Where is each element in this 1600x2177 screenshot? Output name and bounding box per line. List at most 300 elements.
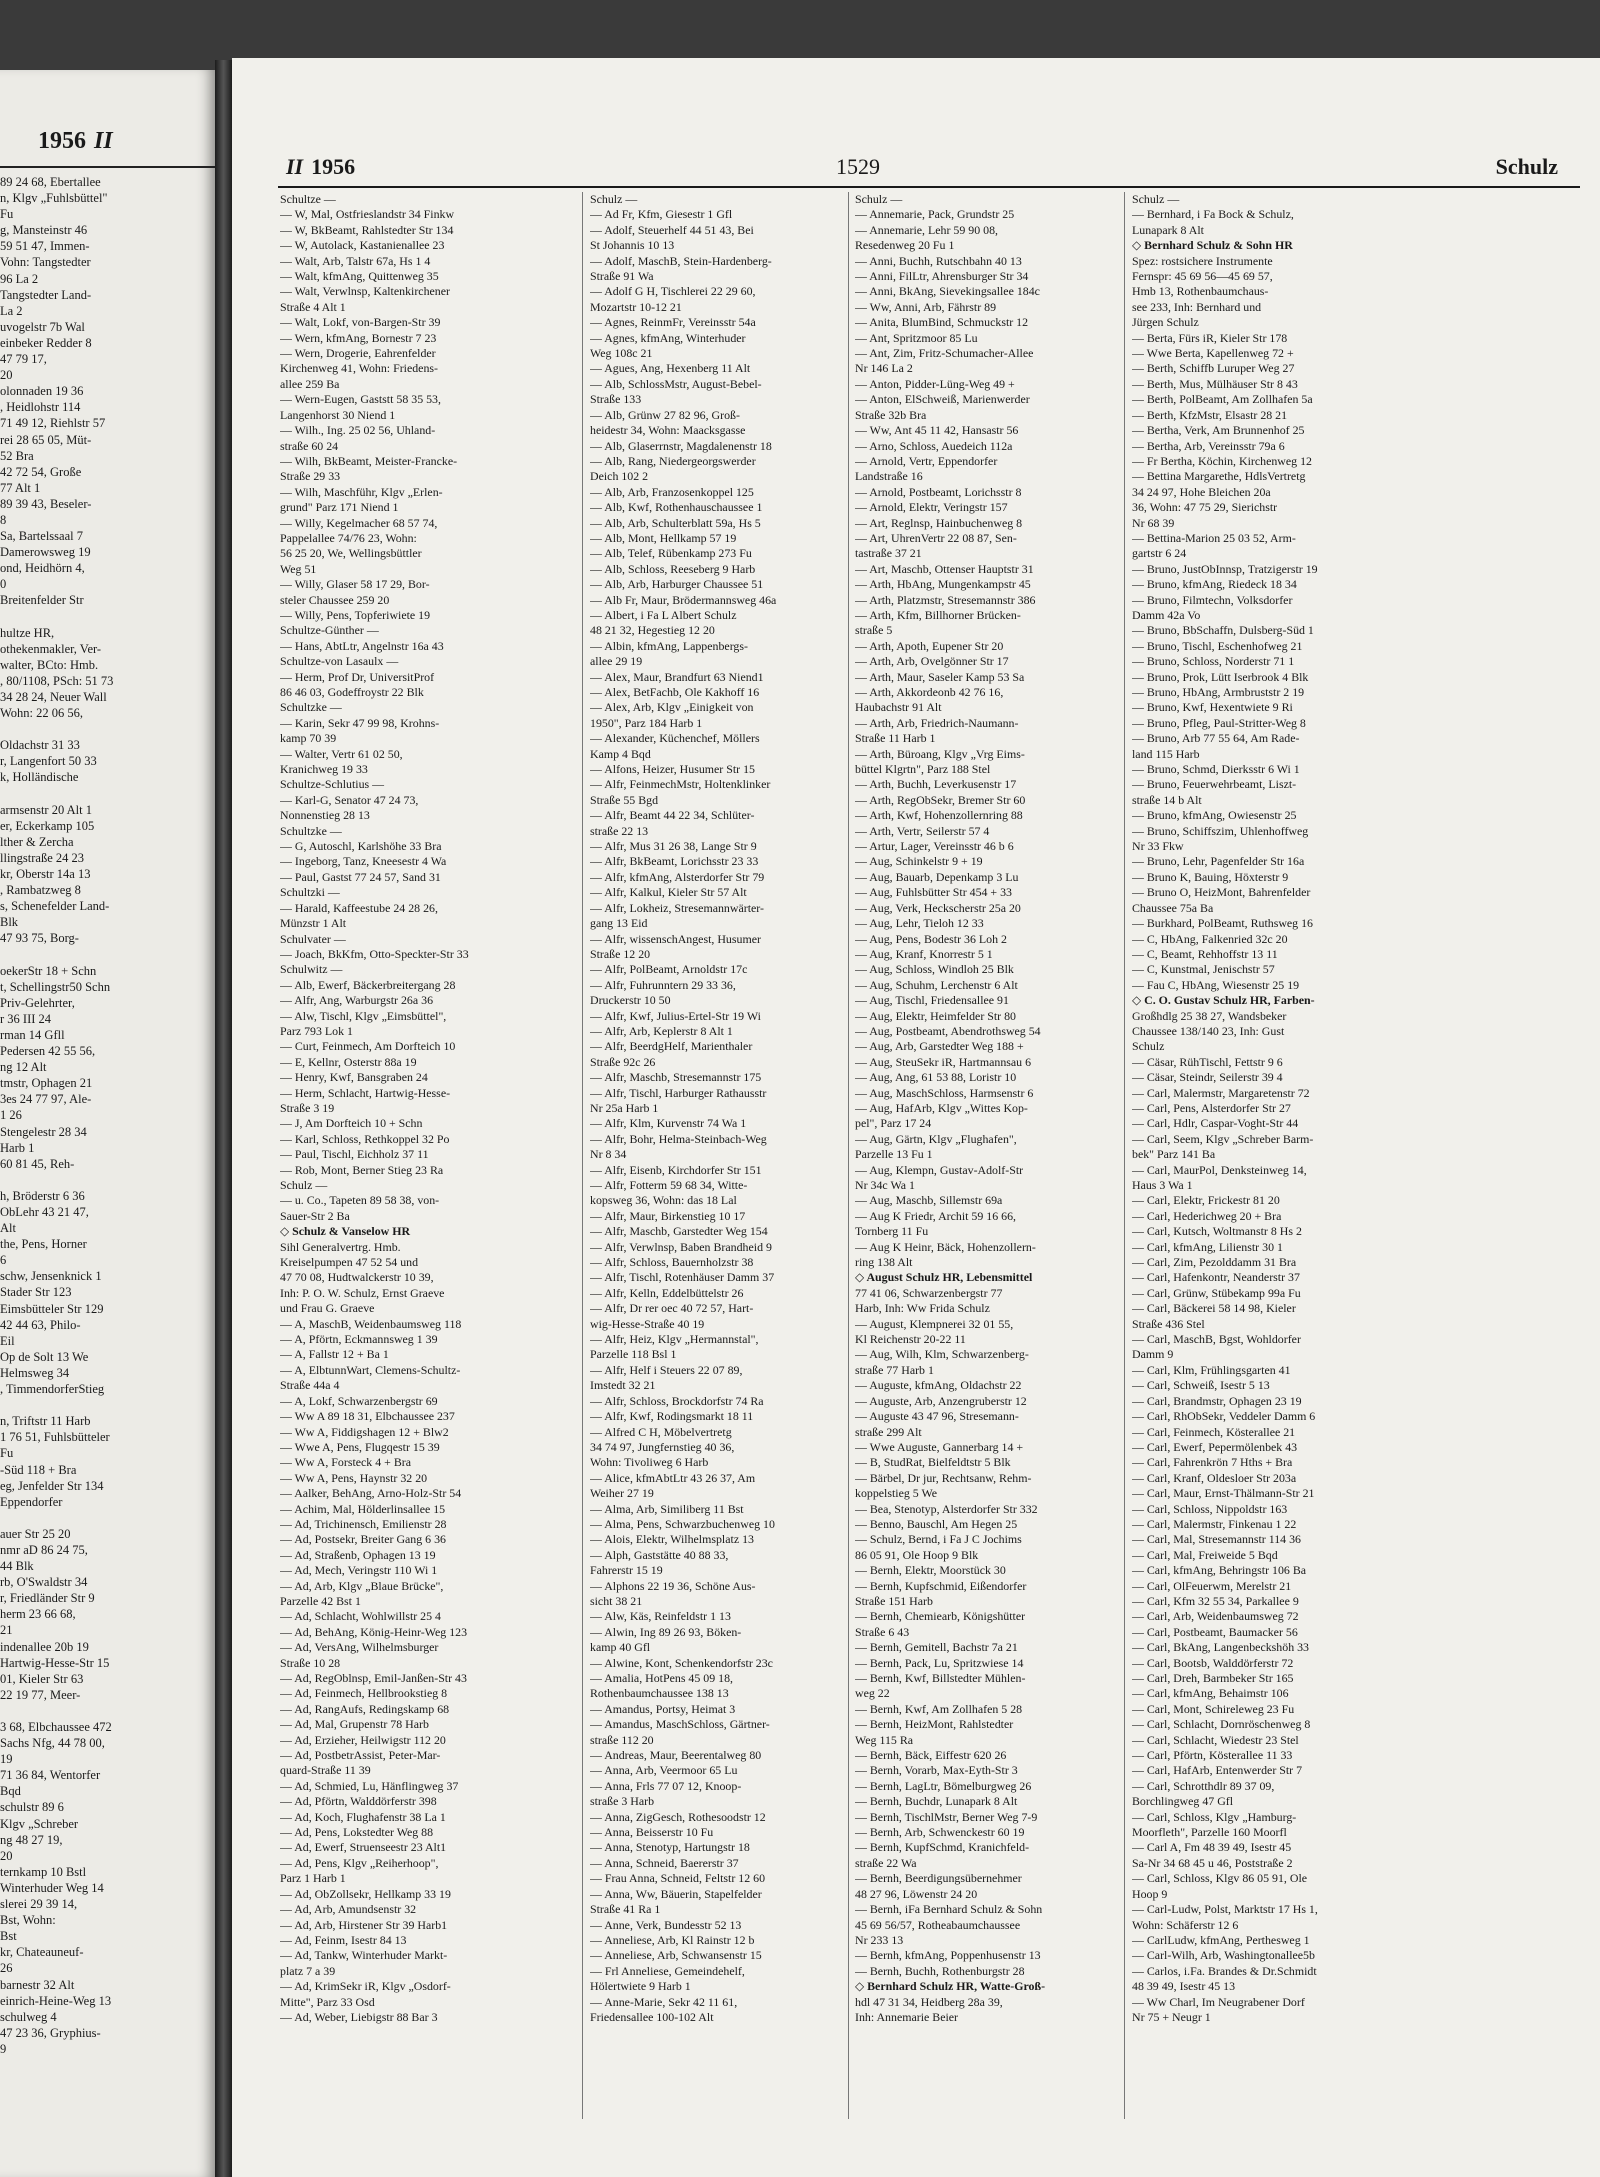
directory-entry: — Alois, Elektr, Wilhelmsplatz 13 [590, 1532, 754, 1547]
directory-entry: — Arnold, Postbeamt, Lorichsstr 8 [855, 484, 1022, 499]
directory-entry: — Arth, HbAng, Mungenkampstr 45 [855, 577, 1031, 592]
directory-line: 22 19 77, Meer- [0, 1687, 81, 1702]
directory-line: 26 [0, 1961, 13, 1976]
directory-entry: — Bernh, Buchh, Rothenburgstr 28 [855, 1963, 1025, 1978]
directory-entry: — Harald, Kaffeestube 24 28 26, [280, 900, 438, 915]
directory-entry: — Alfr, BkBeamt, Lorichsstr 23 33 [590, 854, 759, 869]
book-gutter [215, 60, 232, 2177]
directory-line: Fu [0, 207, 14, 222]
directory-entry: Nr 68 39 [1132, 515, 1175, 530]
directory-entry: — Alfr, Tischl, Harburger Rathausstr [590, 1085, 767, 1100]
directory-entry: — C, Kunstmal, Jenischstr 57 [1132, 962, 1275, 977]
directory-entry: — Carl, Dreh, Barmbeker Str 165 [1132, 1671, 1294, 1685]
directory-entry: — Carl, Mal, Freiweide 5 Bqd [1132, 1547, 1278, 1562]
directory-entry: — Schulz, Bernd, i Fa J C Jochims [855, 1532, 1022, 1547]
directory-entry: — Alfred C H, Möbelvertretg [590, 1424, 732, 1439]
directory-entry: — Anna, Stenotyp, Hartungstr 18 [590, 1840, 750, 1855]
directory-entry: — E, Kellnr, Osterstr 88a 19 [280, 1054, 417, 1069]
running-head: Schulz [1495, 154, 1558, 179]
directory-entry: — Bernh, iFa Bernhard Schulz & Sohn [855, 1902, 1043, 1917]
directory-entry: — Anita, BlumBind, Schmuckstr 12 [855, 315, 1029, 330]
header-year: 1956 [311, 154, 356, 179]
directory-entry: hdl 47 31 34, Heidberg 28a 39, [855, 1994, 1003, 2009]
directory-entry: — Carl, Schweiß, Isestr 5 13 [1132, 1378, 1270, 1393]
directory-entry: — Alw, Käs, Reinfeldstr 1 13 [590, 1609, 731, 1624]
directory-line: Priv-Gelehrter, [0, 995, 75, 1010]
directory-entry: — B, StudRat, Bielfeldtstr 5 Blk [855, 1455, 1011, 1470]
directory-entry: — Achim, Mal, Hölderlinsallee 15 [280, 1501, 446, 1516]
directory-line: Breitenfelder Str [0, 593, 84, 608]
directory-entry: — Anton, Pidder-Lüng-Weg 49 + [855, 376, 1015, 391]
directory-entry: Imstedt 32 21 [590, 1378, 656, 1393]
directory-entry: — Adolf, MaschB, Stein-Hardenberg- [590, 253, 772, 268]
directory-entry: 47 70 08, Hudtwalckerstr 10 39, [280, 1270, 434, 1285]
directory-entry: — C, HbAng, Falkenried 32c 20 [1132, 931, 1288, 946]
directory-entry: — Wwe Berta, Kapellenweg 72 + [1132, 346, 1294, 361]
directory-line: einbeker Redder 8 [0, 335, 92, 350]
directory-line: Eimsbütteler Str 129 [0, 1301, 104, 1316]
directory-entry: — Bernh, HeizMont, Rahlstedter [855, 1717, 1014, 1732]
directory-entry: Moorfleth", Parzelle 160 Moorfl [1132, 1825, 1287, 1840]
directory-line: h, Bröderstr 6 36 [0, 1188, 85, 1203]
left-page-header-rule [0, 166, 215, 168]
directory-line: er, Eckerkamp 105 [0, 818, 95, 833]
directory-entry: Straße 133 [590, 392, 642, 407]
directory-entry: — Anna, Ww, Bäuerin, Stapelfelder [590, 1886, 762, 1901]
directory-entry: — Anneliese, Arb, Kl Rainstr 12 b [590, 1932, 755, 1947]
directory-entry: — Bernh, Kwf, Am Zollhafen 5 28 [855, 1701, 1023, 1716]
directory-entry: — Alfr, Bohr, Helma-Steinbach-Weg [590, 1131, 767, 1146]
directory-line: lther & Zercha [0, 834, 74, 849]
directory-entry: — Alfr, Eisenb, Kirchdorfer Str 151 [590, 1162, 762, 1177]
directory-line: barnestr 32 Alt [0, 1977, 75, 1992]
directory-entry: Parz 1 Harb 1 [280, 1871, 346, 1886]
directory-column-3 [855, 192, 1145, 2025]
directory-entry: — Ad, RegOblnsp, Emil-Janßen-Str 43 [280, 1671, 467, 1685]
directory-entry: — Alfr, Maur, Birkenstieg 10 17 [590, 1208, 746, 1223]
directory-entry: — Agnes, kfmAng, Winterhuder [590, 330, 746, 345]
directory-entry: — Wilh., Ing. 25 02 56, Uhland- [280, 423, 436, 438]
directory-entry: — Anna, Frls 77 07 12, Knoop- [590, 1778, 742, 1793]
directory-entry: — Carl, Kranf, Oldesloer Str 203a [1132, 1470, 1297, 1485]
directory-entry: — Ad, Arb, Klgv „Blaue Brücke", [280, 1578, 444, 1593]
directory-entry: ring 138 Alt [855, 1255, 913, 1270]
directory-entry: Langenhorst 30 Niend 1 [280, 407, 396, 422]
directory-entry: Nr 146 La 2 [855, 361, 913, 376]
directory-entry: — Carl, Feinmech, Kösterallee 21 [1132, 1424, 1296, 1439]
directory-entry: Straße 151 Harb [855, 1593, 933, 1608]
directory-line: 8 [0, 512, 7, 527]
directory-entry: — Arth, Apoth, Eupener Str 20 [855, 638, 1004, 653]
directory-entry: — Alfr, Arb, Keplerstr 8 Alt 1 [590, 1023, 733, 1038]
directory-entry: — A, Fallstr 12 + Ba 1 [280, 1347, 389, 1362]
directory-entry: — Arth, RegObSekr, Bremer Str 60 [855, 792, 1026, 807]
directory-entry: — Ad, RangAufs, Redingskamp 68 [280, 1701, 450, 1716]
directory-entry: — Amandus, Portsy, Heimat 3 [590, 1701, 736, 1716]
directory-line: rb, O'Swaldstr 34 [0, 1575, 88, 1590]
directory-entry: ◇ August Schulz HR, Lebensmittel [855, 1270, 1033, 1285]
directory-entry: Nonnenstieg 28 13 [280, 808, 370, 823]
directory-entry: — Joach, BkKfm, Otto-Speckter-Str 33 [280, 946, 469, 961]
directory-entry: — Alw, Tischl, Klgv „Eimsbüttel", [280, 1008, 447, 1023]
directory-entry: Straße 55 Bgd [590, 792, 659, 807]
directory-entry: — Bruno, Feuerwehrbeamt, Liszt- [1132, 777, 1297, 792]
directory-line: 1 26 [0, 1108, 22, 1123]
directory-entry: — Ad, Koch, Flughafenstr 38 La 1 [280, 1809, 446, 1824]
directory-entry: 36, Wohn: 47 75 29, Sierichstr [1132, 500, 1278, 515]
directory-entry: — Paul, Tischl, Eichholz 37 11 [280, 1147, 429, 1162]
directory-entry: — Carl, Mont, Schireleweg 23 Fu [1132, 1701, 1295, 1716]
directory-entry: Straße 41 Ra 1 [590, 1902, 661, 1917]
directory-entry: — Aalker, BehAng, Arno-Holz-Str 54 [280, 1486, 462, 1501]
directory-entry: — Bruno, Filmtechn, Volksdorfer [1132, 592, 1293, 607]
directory-entry: ◇ Bernhard Schulz & Sohn HR [1132, 238, 1293, 253]
page-number: 1529 [836, 154, 880, 179]
directory-entry: Schultze — [280, 192, 336, 206]
directory-entry: — Anna, ZigGesch, Rothesoodstr 12 [590, 1809, 766, 1824]
directory-entry: straße 22 Wa [855, 1855, 917, 1870]
directory-entry: — Alb, Kwf, Rothenhauschaussee 1 [590, 500, 763, 515]
directory-entry: — Benno, Bauschl, Am Hegen 25 [855, 1516, 1018, 1531]
directory-entry: — Alex, BetFachb, Ole Kakhoff 16 [590, 685, 760, 699]
directory-line: ond, Heidhörn 4, [0, 561, 85, 576]
directory-entry: ◇ Bernhard Schulz HR, Watte-Groß- [855, 1979, 1046, 1994]
directory-line: kr, Oberstr 14a 13 [0, 867, 91, 882]
directory-entry: — Alfr, Dr rer oec 40 72 57, Hart- [590, 1301, 754, 1316]
directory-entry: — A, ElbtunnWart, Clemens-Schultz- [280, 1362, 461, 1377]
directory-entry: Nr 34c Wa 1 [855, 1178, 915, 1192]
directory-entry: — Agues, Ang, Hexenberg 11 Alt [590, 361, 751, 376]
directory-entry: — Hans, AbtLtr, Angelnstr 16a 43 [280, 638, 444, 653]
directory-entry: — Aug, Lehr, Tieloh 12 33 [855, 916, 984, 931]
directory-entry: — Alma, Pens, Schwarzbuchenweg 10 [590, 1516, 775, 1531]
directory-line [0, 1510, 212, 1526]
directory-entry: — Andreas, Maur, Beerentalweg 80 [590, 1748, 762, 1763]
directory-entry: 48 27 96, Löwenstr 24 20 [855, 1886, 978, 1901]
directory-entry: Harb, Inh: Ww Frida Schulz [855, 1301, 990, 1316]
directory-entry: — Alfr, Kalkul, Kieler Str 57 Alt [590, 885, 747, 900]
directory-column-4 [1132, 192, 1432, 2025]
directory-entry: — Alph, Gaststätte 40 88 33, [590, 1547, 729, 1562]
directory-line: Sachs Nfg, 44 78 00, [0, 1736, 105, 1751]
directory-entry: — Bernh, TischlMstr, Berner Weg 7-9 [855, 1809, 1038, 1824]
directory-entry: — Ad, Arb, Hirstener Str 39 Harb1 [280, 1917, 448, 1932]
directory-line: Vohn: Tangstedter [0, 255, 91, 270]
directory-entry: Mozartstr 10-12 21 [590, 299, 682, 314]
directory-entry: — Ant, Spritzmoor 85 Lu [855, 330, 978, 345]
directory-entry: büttel Klgrtn", Parz 188 Stel [855, 762, 991, 777]
directory-line: 42 44 63, Philo- [0, 1317, 81, 1332]
directory-entry: — Wwe Auguste, Gannerbarg 14 + [855, 1439, 1024, 1454]
directory-entry: 77 41 06, Schwarzenbergstr 77 [855, 1285, 1003, 1300]
directory-entry: — Alfr, kfmAng, Alsterdorfer Str 79 [590, 869, 765, 884]
directory-entry: — W, Mal, Ostfrieslandstr 34 Finkw [280, 207, 455, 222]
directory-entry: — A, MaschB, Weidenbaumsweg 118 [280, 1316, 462, 1331]
directory-line: Eppendorfer [0, 1494, 63, 1509]
directory-line: walter, BCto: Hmb. [0, 657, 99, 672]
directory-line: -Süd 118 + Bra [0, 1462, 77, 1477]
directory-line: Stengelestr 28 34 [0, 1124, 87, 1139]
directory-entry: Kranichweg 19 33 [280, 762, 368, 777]
directory-line: 96 La 2 [0, 271, 39, 286]
directory-entry: ◇ C. O. Gustav Schulz HR, Farben- [1132, 993, 1315, 1008]
directory-entry: Parzelle 118 Bsl 1 [590, 1347, 677, 1362]
right-page [232, 58, 1600, 2177]
directory-entry: — Herm, Prof Dr, UniversitProf [280, 669, 435, 684]
directory-entry: — Walt, Arb, Talstr 67a, Hs 1 4 [280, 253, 431, 268]
directory-entry: Chaussee 138/140 23, Inh: Gust [1132, 1023, 1285, 1038]
directory-entry: — Bruno, Schloss, Norderstr 71 1 [1132, 654, 1295, 669]
directory-entry: — Bruno, Tischl, Eschenhofweg 21 [1132, 638, 1303, 653]
directory-entry: — Aug, Tischl, Friedensallee 91 [855, 993, 1009, 1008]
directory-entry: Parzelle 13 Fu 1 [855, 1147, 933, 1162]
directory-entry: — Arth, Arb, Friedrich-Naumann- [855, 715, 1019, 730]
directory-entry: — Agnes, ReinmFr, Vereinsstr 54a [590, 315, 756, 330]
directory-entry: — Carl, Hederichweg 20 + Bra [1132, 1208, 1282, 1223]
directory-entry: — Alfr, BeerdgHelf, Marienthaler [590, 1039, 753, 1054]
directory-line: schulstr 89 6 [0, 1800, 64, 1815]
directory-entry: straße 299 Alt [855, 1424, 922, 1439]
directory-entry: — Alb, Mont, Hellkamp 57 19 [590, 530, 737, 545]
directory-entry: — Carl, Schloss, Nippoldstr 163 [1132, 1501, 1288, 1516]
directory-entry: Nr 233 13 [855, 1932, 904, 1947]
directory-line: 77 Alt 1 [0, 480, 41, 495]
directory-entry: — Carl, Hafenkontr, Neanderstr 37 [1132, 1270, 1300, 1285]
directory-entry: und Frau G. Graeve [280, 1301, 375, 1316]
directory-entry: — Arth, Kwf, Hohenzollernring 88 [855, 808, 1023, 823]
directory-line: r 36 III 24 [0, 1011, 52, 1026]
directory-line [0, 1397, 212, 1413]
directory-line: Oldachstr 31 33 [0, 738, 80, 753]
directory-entry: — Bernh, Elektr, Moorstück 30 [855, 1563, 1006, 1578]
directory-entry: — Walt, Verwlnsp, Kaltenkirchener [280, 284, 450, 299]
directory-entry: — Aug, Wilh, Klm, Schwarzenberg- [855, 1347, 1029, 1362]
directory-entry: — Ad Fr, Kfm, Giesestr 1 Gfl [590, 207, 733, 222]
header-roman: II [286, 154, 304, 179]
directory-entry: — Annemarie, Pack, Grundstr 25 [855, 207, 1015, 222]
directory-line: Klgv „Schreber [0, 1816, 79, 1831]
directory-entry: allee 29 19 [590, 654, 643, 669]
directory-entry: 1950", Parz 184 Harb 1 [590, 715, 703, 730]
directory-entry: — Anna, Schneid, Baererstr 37 [590, 1855, 739, 1870]
directory-line: t, Schellingstr50 Schn [0, 979, 111, 994]
directory-entry: — Bruno, Kwf, Hexentwiete 9 Ri [1132, 700, 1293, 715]
directory-entry: pel", Parz 17 24 [855, 1116, 932, 1131]
directory-entry: — Wern, Drogerie, Eahrenfelder [280, 346, 436, 361]
directory-entry: Großhdlg 25 38 27, Wandsbeker [1132, 1008, 1287, 1023]
directory-entry: Deich 102 2 [590, 469, 649, 484]
directory-entry: — Carl, Zim, Pezolddamm 31 Bra [1132, 1255, 1297, 1270]
directory-entry: — Alb, Arb, Harburger Chaussee 51 [590, 577, 764, 592]
directory-entry: — Art, UhrenVertr 22 08 87, Sen- [855, 530, 1017, 545]
directory-entry: 34 74 97, Jungfernstieg 40 36, [590, 1439, 735, 1454]
directory-line: 34 28 24, Neuer Wall [0, 690, 107, 704]
directory-column-2 [590, 192, 880, 2025]
directory-line [0, 1703, 212, 1719]
directory-line: slerei 29 39 14, [0, 1897, 78, 1912]
column-divider [582, 192, 583, 2119]
directory-line: Blk [0, 915, 19, 930]
left-page-roman: II [94, 128, 113, 154]
directory-entry: — Bruno, Arb 77 55 64, Am Rade- [1132, 731, 1300, 746]
directory-entry: — Carl, MaurPol, Denksteinweg 14, [1132, 1162, 1307, 1177]
directory-entry: — Bruno K, Bauing, Höxterstr 9 [1132, 869, 1289, 884]
directory-entry: Wohn: Schäferstr 12 6 [1132, 1917, 1239, 1932]
directory-entry: — Auguste, kfmAng, Oldachstr 22 [855, 1378, 1022, 1393]
directory-entry: — Carl, Malermstr, Margaretenstr 72 [1132, 1085, 1310, 1100]
directory-entry: — Karl-G, Senator 47 24 73, [280, 792, 419, 807]
directory-entry: kopsweg 36, Wohn: das 18 Lal [590, 1193, 737, 1208]
directory-entry: — Berth, KfzMstr, Elsastr 28 21 [1132, 407, 1288, 422]
directory-entry: Jürgen Schulz [1132, 315, 1199, 330]
directory-entry: — Anne-Marie, Sekr 42 11 61, [590, 1994, 738, 2009]
directory-entry: — Alfr, FeinmechMstr, Holtenklinker [590, 777, 771, 792]
directory-entry: — Walter, Vertr 61 02 50, [280, 746, 403, 761]
directory-entry: — Anton, ElSchweiß, Marienwerder [855, 392, 1030, 407]
directory-entry: — Alfr, Lokheiz, Stresemannwärter- [590, 900, 764, 915]
directory-entry: Sa-Nr 34 68 45 u 46, Poststraße 2 [1132, 1855, 1293, 1870]
directory-entry: — Alfr, Kwf, Rodingsmarkt 18 11 [590, 1409, 754, 1424]
directory-entry: — Aug, Fuhlsbütter Str 454 + 33 [855, 885, 1012, 900]
directory-entry: — Carl, BkAng, Langenbeckshöh 33 [1132, 1640, 1310, 1655]
directory-entry: — Bruno, BbSchaffn, Dulsberg-Süd 1 [1132, 623, 1314, 638]
directory-entry: — Alwine, Kont, Schenkendorfstr 23c [590, 1655, 773, 1670]
directory-entry: — Ad, Ewerf, Struenseestr 23 Alt1 [280, 1840, 447, 1855]
directory-entry: — Ad, Trichinensch, Emilienstr 28 [280, 1516, 447, 1531]
directory-line: ng 12 Alt [0, 1060, 47, 1075]
directory-entry: — Carl, Arb, Weidenbaumsweg 72 [1132, 1609, 1299, 1624]
directory-entry: Weiher 27 19 [590, 1486, 654, 1501]
directory-entry: — Ad, Straßenb, Ophagen 13 19 [280, 1547, 436, 1562]
directory-entry: — Albert, i Fa L Albert Schulz [590, 607, 737, 622]
directory-entry: straße 3 Harb [590, 1794, 655, 1809]
directory-entry: — Carl, kfmAng, Behaimstr 106 [1132, 1686, 1289, 1701]
directory-entry: — Alb Fr, Maur, Brödermannsweg 46a [590, 592, 777, 607]
directory-entry: — Arth, Vertr, Seilerstr 57 4 [855, 823, 990, 838]
directory-entry: gang 13 Eid [590, 916, 648, 931]
directory-entry: bek" Parz 141 Ba [1132, 1147, 1216, 1162]
directory-entry: quard-Straße 11 39 [280, 1763, 371, 1778]
directory-entry: — Burkhard, PolBeamt, Ruthsweg 16 [1132, 916, 1313, 931]
directory-entry: — Alfr, Kelln, Eddelbüttelstr 26 [590, 1285, 744, 1300]
directory-entry: 86 05 91, Ole Hoop 9 Blk [855, 1547, 979, 1562]
directory-entry: — Carl, Bäckerei 58 14 98, Kieler [1132, 1301, 1296, 1316]
directory-entry: Tornberg 11 Fu [855, 1224, 929, 1239]
directory-entry: — u. Co., Tapeten 89 58 38, von- [280, 1193, 440, 1208]
directory-entry: straße 14 b Alt [1132, 792, 1202, 807]
directory-entry: Nr 25a Harb 1 [590, 1100, 659, 1115]
directory-entry: — Ww A 89 18 31, Elbchaussee 237 [280, 1409, 455, 1424]
directory-entry: — Aug, Elektr, Heimfelder Str 80 [855, 1008, 1017, 1023]
directory-entry: — Bernh, Bäck, Eiffestr 620 26 [855, 1748, 1007, 1763]
directory-entry: allee 259 Ba [280, 376, 340, 391]
directory-entry: — Ad, VersAng, Wilhelmsburger [280, 1640, 439, 1655]
directory-entry: — A, Pförtn, Eckmannsweg 1 39 [280, 1332, 438, 1347]
directory-line [0, 609, 212, 625]
directory-entry: — Aug, Bauarb, Depenkamp 3 Lu [855, 869, 1019, 884]
directory-entry: straße 112 20 [590, 1732, 654, 1747]
directory-entry: — Karin, Sekr 47 99 98, Krohns- [280, 715, 440, 730]
directory-entry: ◇ Schulz & Vanselow HR [280, 1224, 411, 1239]
directory-entry: — Aug, SteuSekr iR, Hartmannsau 6 [855, 1054, 1032, 1069]
directory-line: rei 28 65 05, Müt- [0, 432, 92, 447]
directory-entry: — Ad, Tankw, Winterhuder Markt- [280, 1948, 448, 1963]
directory-entry: kamp 70 39 [280, 731, 337, 746]
directory-line: Bqd [0, 1784, 21, 1799]
directory-entry: — Albin, kfmAng, Lappenbergs- [590, 638, 748, 653]
directory-entry: — Carl, Schloss, Klgv 86 05 91, Ole [1132, 1871, 1308, 1886]
directory-entry: — Ingeborg, Tanz, Kneesestr 4 Wa [280, 854, 447, 869]
directory-line: auer Str 25 20 [0, 1526, 71, 1541]
directory-entry: — Berth, Schiffb Luruper Weg 27 [1132, 361, 1295, 376]
directory-entry: — Alfr, Beamt 44 22 34, Schlüter- [590, 808, 755, 823]
directory-entry: — Carl, Fahrenkrön 7 Hths + Bra [1132, 1455, 1293, 1470]
directory-entry: — Carl, Schloss, Klgv „Hamburg- [1132, 1809, 1297, 1824]
directory-entry: Hölertwiete 9 Harb 1 [590, 1979, 691, 1994]
directory-entry: Weg 51 [280, 561, 317, 576]
directory-entry: — Aug, Klempn, Gustav-Adolf-Str [855, 1162, 1024, 1177]
directory-entry: — Carl, Pens, Alsterdorfer Str 27 [1132, 1100, 1291, 1115]
directory-entry: Inh: Annemarie Beier [855, 2009, 959, 2024]
directory-entry: Kirchenweg 41, Wohn: Friedens- [280, 361, 438, 376]
directory-entry: — Arth, Arb, Ovelgönner Str 17 [855, 654, 1009, 669]
directory-entry: — Anna, Arb, Veermoor 65 Lu [590, 1763, 738, 1778]
directory-entry: Fernspr: 45 69 56—45 69 57, [1132, 269, 1273, 284]
directory-entry: — Ad, Schmied, Lu, Hänflingweg 37 [280, 1778, 459, 1793]
directory-entry: Straße 11 Harb 1 [855, 731, 936, 746]
directory-entry: sicht 38 21 [590, 1593, 643, 1608]
directory-entry: Haus 3 Wa 1 [1132, 1178, 1193, 1192]
directory-entry: — Bruno, kfmAng, Owiesenstr 25 [1132, 808, 1297, 823]
directory-entry: — Arth, Akkordeonb 42 76 16, [855, 685, 1004, 699]
directory-entry: platz 7 a 39 [280, 1963, 336, 1978]
directory-entry: — Art, Reglnsp, Hainbuchenweg 8 [855, 515, 1023, 530]
directory-entry: — Cäsar, Steindr, Seilerstr 39 4 [1132, 1070, 1283, 1085]
directory-entry: Nr 33 Fkw [1132, 839, 1184, 854]
directory-line: Winterhuder Weg 14 [0, 1880, 104, 1895]
directory-entry: — Arth, Kfm, Billhorner Brücken- [855, 607, 1021, 622]
directory-line: 19 [0, 1752, 13, 1767]
directory-entry: Kamp 4 Bqd [590, 746, 651, 761]
left-page-column [0, 174, 212, 2057]
directory-entry: — Bruno, Prok, Lütt Iserbrook 4 Blk [1132, 669, 1309, 684]
directory-entry: — Ww A, Fiddigshagen 12 + Blw2 [280, 1424, 449, 1439]
directory-entry: grund" Parz 171 Niend 1 [280, 500, 399, 515]
directory-entry: — Carl, Maur, Ernst-Thälmann-Str 21 [1132, 1486, 1315, 1501]
directory-line: k, Holländische [0, 770, 79, 785]
directory-line: La 2 [0, 303, 23, 318]
directory-line: herm 23 66 68, [0, 1607, 76, 1622]
directory-entry: Straße 44a 4 [280, 1378, 340, 1393]
directory-entry: weg 22 [855, 1686, 890, 1701]
directory-line: g, Mansteinstr 46 [0, 223, 88, 238]
directory-entry: — Carl, Klm, Frühlingsgarten 41 [1132, 1362, 1291, 1377]
directory-entry: — Walt, Lokf, von-Bargen-Str 39 [280, 315, 441, 330]
directory-entry: Schulvater — [280, 931, 346, 946]
directory-line: 21 [0, 1623, 13, 1638]
directory-entry: Kl Reichenstr 20-22 11 [855, 1332, 966, 1347]
directory-line: 0 [0, 577, 7, 592]
directory-entry: Weg 108c 21 [590, 346, 653, 361]
directory-entry: — Bernh, Kupfschmid, Eißendorfer [855, 1578, 1027, 1593]
left-page [0, 70, 215, 2177]
directory-entry: — Bernh, Pack, Lu, Spritzwiese 14 [855, 1655, 1024, 1670]
directory-entry: — Alphons 22 19 36, Schöne Aus- [590, 1578, 756, 1593]
directory-line: 42 72 54, Große [0, 464, 82, 479]
directory-entry: — Auguste, Arb, Anzengruberstr 12 [855, 1393, 1027, 1408]
directory-entry: — Amandus, MaschSchloss, Gärtner- [590, 1717, 770, 1732]
directory-entry: — Carl, Kutsch, Woltmanstr 8 Hs 2 [1132, 1224, 1302, 1239]
